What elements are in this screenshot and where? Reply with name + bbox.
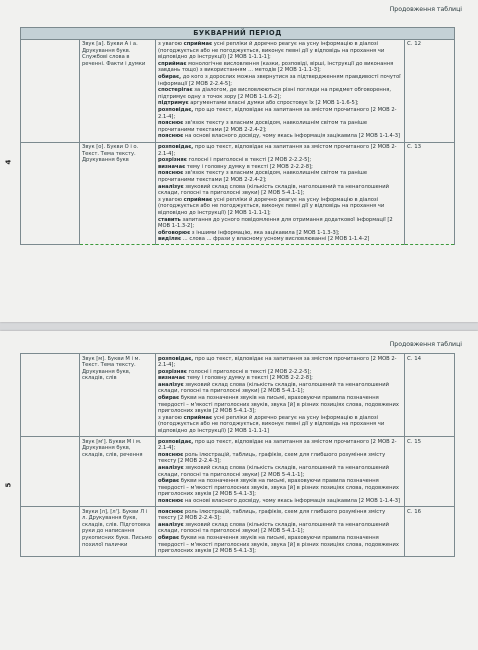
outcome-line: розрізняє голосні і приголосні в тексті [2 МОВ 2-2.2-5]; [158,157,312,164]
lesson-cell [21,507,80,557]
lesson-cell [21,142,80,245]
page-number: 4 [4,159,13,165]
table-row [21,142,455,245]
outcome-line: обговорює з іншими інформацію, яка зацікавила [2 МОВ 1-1.3-3]; [158,229,340,236]
table-row [21,507,455,557]
page-ref-cell: С. 14 [405,354,455,437]
top-page [0,0,478,322]
table-row [21,39,455,142]
outcomes-cell [156,354,405,437]
outcome-line: виділяє ... слова ... фрази у власному усному висловлюванні [2 МОВ 1-1.4-2] [158,236,370,243]
outcomes-cell [156,507,405,557]
lesson-cell [21,354,80,437]
topic-cell: Звук [м]. Букви М і м. Текст. Тема тексту. Друкування букв, складів, слів [80,354,156,437]
outcome-line: сприймає монологічне висловлення (казки, розповіді, вірші, інструкції до виконання завдань тощо) з використанням ... методів [2 МОВ 1-1.1-3]; [158,60,394,74]
outcome-line: аналізує звуковий склад слова (кількість складів, наголошений та ненаголошений склади, голосні та приголосні звуки) [2 МОВ 5-4.1-1]; [158,381,390,395]
table-row [21,437,455,507]
continuation-label: Продовження таблиці [389,341,462,348]
outcome-line: розповідає, про що текст, відповідає на запитання за змістом прочитаного [2 МОВ 2-2.1-4]; [158,144,397,157]
section-title: БУКВАРНИЙ ПЕРІОД [21,28,455,40]
lesson-cell [21,437,80,507]
outcome-line: розповідає, про що текст, відповідає на запитання за змістом прочитаного [2 МОВ 2-2.1-4]; [158,355,397,369]
outcome-line: розповідає, про що текст, відповідає на запитання за змістом прочитаного [2 МОВ 2-2.1-4]; [158,438,397,452]
outcome-line: з увагою сприймає усні репліки й доречно реагує на усну інформацію в діалозі (погоджується або не погоджується, виконує певні дії у відповідь на прохання чи відповідно до інструкції) [2 МОВ 1-1.1-1] [158,414,385,435]
outcome-line: обирає букви на позначення звуків на письмі, враховуючи правила позначення твердості – м'якості приголосних звуків, звука [й] в різних позиціях слова, подовжених приголосних звуків [2 МОВ 5-4.1-3]; [158,395,399,415]
outcome-line: з увагою сприймає усні репліки й доречно реагує на усну інформацію в діалозі (погоджується або не погоджується, виконує певні дії у відповідь на прохання чи відповідно до інструкції) [2 МОВ 1-1.1-1]; [158,41,385,61]
topic-cell: Звуки [л], [л']. Букви Л і л. Друкування букв, складів, слів. Підготовка руки до написання рукописних букв. Письмо похилої палички [80,507,156,557]
bottom-page [0,331,478,650]
outcome-line: аналізує звуковий склад слова (кількість складів, наголошений та ненаголошений склади, голосні та приголосні звуки) [2 МОВ 5-4.1-1]; [158,465,390,478]
outcome-line: з увагою сприймає усні репліки й доречно реагує на усну інформацію в діалозі (погоджується або не погоджується, виконує певні дії у відповідь на прохання чи відповідно до інструкції) [2 МОВ 1-1.1-1]; [158,196,385,216]
outcomes-cell [156,142,405,245]
page-ref-cell: С. 12 [405,39,455,142]
section-header-row [21,28,455,40]
lesson-cell [21,39,80,142]
outcome-line: пояснює роль ілюстрацій, таблиць, графіків, схем для глибшого розуміння змісту тексту [2 МОВ 2-2.4-3]; [158,508,386,522]
outcome-line: спостерігає за діалогом, де висловлюються різні погляди на предмет обговорення, підтримує одну з точок зору [2 МОВ 1-1.6-2]; [158,87,391,100]
outcome-line: обирає букви на позначення звуків на письмі, враховуючи правила позначення твердості – м'якості приголосних звуків, звука [й] в різних позиціях слова, подовжених приголосних звуків [2 МОВ 5-4.1-3]; [158,534,399,555]
topic-cell: Звук [о]. Букви О і о. Текст. Тема тексту. Друкування букв [80,142,156,245]
outcome-line: пояснює зв'язок тексту з власним досвідом, навколишнім світом та раніше прочитаними текстами [2 МОВ 2-2.4-2]; [158,120,368,133]
outcome-line: пояснює на основі власного досвіду, чому якась інформація зацікавила [2 МОВ 1-1.4-3] [158,497,401,504]
outcome-line: визначає тему і головну думку в тексті [2 МОВ 2-2.2-8]; [158,375,313,382]
curriculum-table [20,27,455,245]
outcome-line: пояснює зв'язок тексту з власним досвідом, навколишнім світом та раніше прочитаними текстами [2 МОВ 2-2.4-2]; [158,170,368,183]
outcome-line: пояснює на основі власного досвіду, чому якась інформація зацікавила [2 МОВ 1-1.4-3] [158,133,401,140]
page-ref-cell: С. 13 [405,142,455,245]
curriculum-table [20,353,455,557]
outcome-line: розповідає, про що текст, відповідає на запитання за змістом прочитаного [2 МОВ 2-2.1-4]; [158,107,397,120]
outcome-line: ставить запитання до усного повідомлення для отримання додаткової інформації [2 МОВ 1-1.3-2]; [158,216,393,230]
page-number: 5 [4,482,13,488]
outcome-line: визначає тему і головну думку в тексті [2 МОВ 2-2.2-8]; [158,163,313,170]
outcome-line: аналізує звуковий склад слова (кількість складів, наголошений та ненаголошений склади, голосні та приголосні звуки) [2 МОВ 5-4.1-1]; [158,521,390,535]
outcome-line: аналізує звуковий склад слова (кількість складів, наголошений та ненаголошений склади, голосні та приголосні звуки) [2 МОВ 5-4.1-1]; [158,183,390,197]
outcome-line: обирає букви на позначення звуків на письмі, враховуючи правила позначення твердості – м'якості приголосних звуків, звука [й] в різних позиціях слова, подовжених приголосних звуків [2 МОВ 5-4.1-3]; [158,478,399,498]
outcomes-cell [156,39,405,142]
page-ref-cell: С. 15 [405,437,455,507]
outcomes-cell [156,437,405,507]
outcome-line: підтримує аргументами власні думки або спростовує їх [2 МОВ 1-1.6-5]; [158,100,359,107]
outcome-line: розрізняє голосні і приголосні в тексті [2 МОВ 2-2.2-5]; [158,368,312,375]
topic-cell: Звук [а]. Букви А і а. Друкування букв. Службові слова в реченні. Факти і думки [80,39,156,142]
continuation-label: Продовження таблиці [389,6,462,13]
outcome-line: обирає, до кого з дорослих можна звернутися за підтвердженням правдивості почутої інформації [2 МОВ 2-2.4-5]; [158,74,401,87]
table-row [21,354,455,437]
outcome-line: пояснює роль ілюстрацій, таблиць, графіків, схем для глибшого розуміння змісту тексту [2 МОВ 2-2.4-3]; [158,451,386,465]
topic-cell: Звук [м']. Букви М і м. Друкування букв, складів, слів, речення [80,437,156,507]
page-ref-cell: С. 16 [405,507,455,557]
